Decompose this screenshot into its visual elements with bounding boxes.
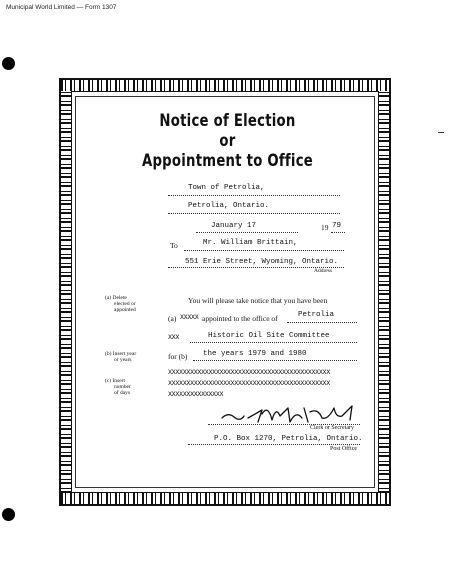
year-suffix: 79 [332, 222, 342, 230]
recipient-line [184, 250, 344, 251]
date: January 17 [211, 222, 257, 230]
punch-hole-bottom [2, 508, 15, 521]
post-office-line [188, 444, 360, 445]
term-years: the years 1979 and 1980 [203, 350, 307, 358]
recipient-name: Mr. William Brittain, [203, 239, 298, 247]
office-name: Petrolia [298, 311, 335, 319]
year-prefix: 19 [321, 223, 329, 232]
edge-mark [438, 132, 444, 133]
border-pattern-top [61, 80, 389, 91]
post-office-label: Post Office [330, 446, 358, 452]
address-label: Address [314, 268, 333, 274]
date-line [196, 232, 298, 233]
clerk-label: Clerk or Secretary [310, 425, 354, 431]
place-name: Petrolia, Ontario. [188, 202, 270, 210]
form-header: Municipal World Limited — Form 1307 [6, 4, 117, 11]
clerk-signature [218, 400, 360, 426]
a-label: (a) [168, 314, 177, 323]
margin-note-c: (c) Insert number of days [105, 378, 131, 396]
recipient-address: 551 Erie Street, Wyoming, Ontario. [185, 258, 339, 266]
place-line [168, 213, 340, 214]
municipality-line [168, 195, 340, 196]
struck-elected: XXXXX [180, 314, 199, 322]
title-line-3: Appointment to Office [141, 151, 314, 171]
committee-line [190, 342, 357, 343]
term-line [193, 360, 357, 361]
struck-prefix: XXX [168, 334, 180, 342]
title-line-1: Notice of Election [159, 111, 296, 131]
year-line [331, 232, 345, 233]
struck-line-1: XXXXXXXXXXXXXXXXXXXXXXXXXXXXXXXXXXXXXXXXXXXX [168, 369, 330, 377]
for-label: for (b) [168, 352, 188, 361]
post-office-address: P.O. Box 1270, Petrolia, Ontario. [214, 435, 363, 443]
title-line-2: or [219, 131, 236, 151]
to-label: To [170, 241, 178, 250]
notice-text: You will please take notice that you have been [188, 296, 328, 305]
punch-hole-top [2, 57, 15, 70]
margin-note-a: (a) Delete elected or appointed [105, 295, 136, 313]
appointed-text: appointed to the office of [202, 314, 278, 323]
office-line [287, 322, 357, 323]
municipality-name: Town of Petrolia, [188, 184, 265, 192]
struck-line-3: XXXXXXXXXXXXXXX [168, 391, 224, 399]
struck-line-2: XXXXXXXXXXXXXXXXXXXXXXXXXXXXXXXXXXXXXXXXXXXX [168, 380, 330, 388]
border-pattern-bottom [61, 493, 389, 504]
committee-name: Historic Oil Site Committee [208, 332, 330, 340]
margin-note-b: (b) Insert year or years [105, 351, 137, 363]
